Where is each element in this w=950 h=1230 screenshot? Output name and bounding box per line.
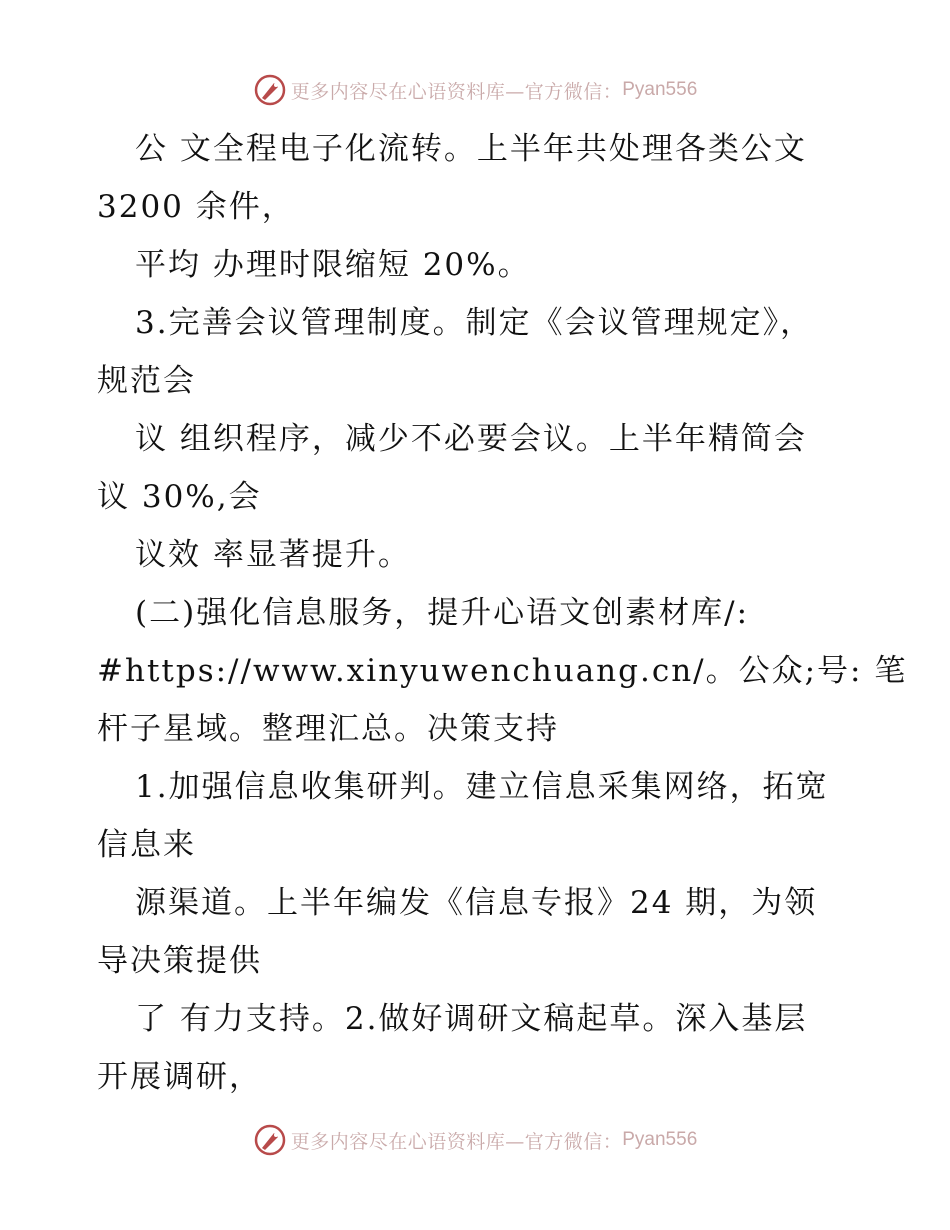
text-line: 导决策提供: [97, 943, 262, 979]
header-watermark: [0, 70, 950, 110]
pen-nib-circle-icon: [253, 1123, 287, 1157]
text-line: 公 文全程电子化流转。上半年共处理各类公文: [135, 131, 807, 167]
text-line: 杆子星域。整理汇总。决策支持: [97, 711, 559, 747]
text-line: 平均 办理时限缩短 20%。: [135, 247, 531, 283]
pen-nib-circle-icon: [253, 73, 287, 107]
text-line: 议效 率显著提升。: [135, 537, 411, 573]
text-line: #https://www.xinyuwenchuang.cn/。公众;号: 笔: [97, 653, 908, 689]
text-line: 开展调研，: [97, 1059, 262, 1095]
footer-watermark: [0, 1120, 950, 1160]
watermark-text: 更多内容尽在心语资料库—官方微信：: [290, 80, 623, 103]
text-line: 源渠道。上半年编发《信息专报》24 期，为领: [135, 885, 818, 921]
text-line: 议 组织程序，减少不必要会议。上半年精简会: [135, 421, 807, 457]
text-line: 了 有力支持。2.做好调研文稿起草。深入基层: [135, 1001, 808, 1037]
text-line: 1.加强信息收集研判。建立信息采集网络，拓宽: [135, 769, 829, 805]
watermark-text: 更多内容尽在心语资料库—官方微信：: [290, 1130, 623, 1153]
text-line: 3.完善会议管理制度。制定《会议管理规定》，: [135, 305, 814, 341]
text-line: 规范会: [97, 363, 196, 399]
watermark-wechat-id: Pyan556: [622, 1129, 698, 1150]
text-line: 3200 余件，: [97, 189, 295, 225]
text-line: (二)强化信息服务，提升心语文创素材库/:: [135, 595, 750, 631]
watermark-wechat-id: Pyan556: [622, 79, 698, 100]
text-line: 信息来: [97, 827, 196, 863]
text-line: 议 30%,会: [97, 479, 262, 515]
